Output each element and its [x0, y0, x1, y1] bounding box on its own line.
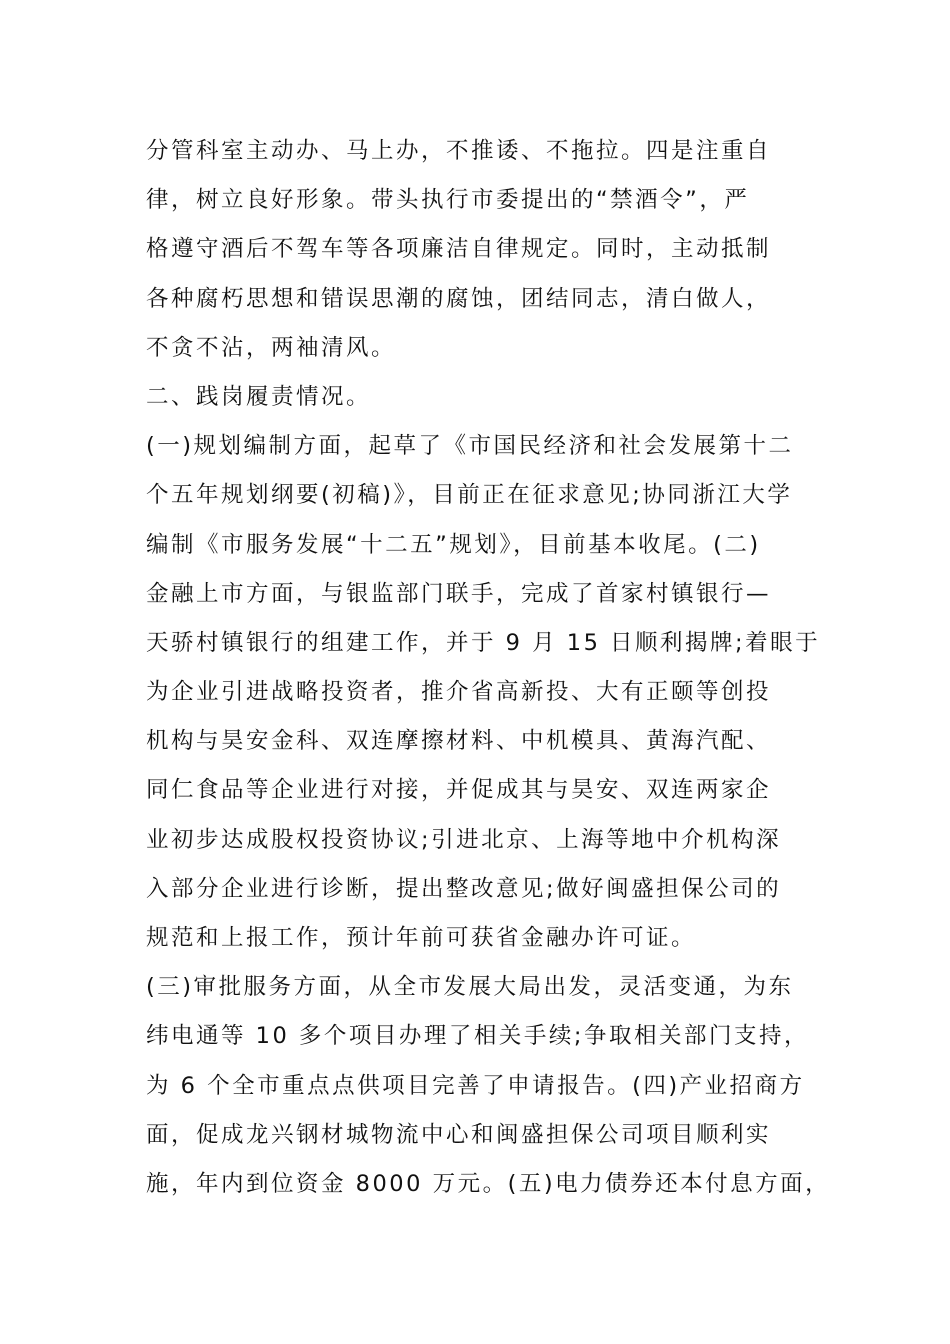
section-heading: 二、践岗履责情况。 — [146, 383, 372, 410]
text-line: 分管科室主动办、马上办，不推诿、不拖拉。四是注重自 — [146, 138, 772, 164]
body-text — [146, 127, 831, 1209]
text-line: 机构与昊安金科、双连摩擦材料、中机模具、黄海汽配、 — [146, 728, 772, 755]
text-line: 律，树立良好形象。带头执行市委提出的“禁酒令”，严 — [146, 187, 750, 214]
text-line: 面，促成龙兴钢材城物流中心和闽盛担保公司项目顺利实 — [146, 1121, 772, 1148]
text-line: 金融上市方面，与银监部门联手，完成了首家村镇银行— — [146, 580, 772, 607]
text-line: (三)审批服务方面，从全市发展大局出发，灵活变通，为东 — [146, 974, 794, 1001]
text-line: 业初步达成股权投资协议;引进北京、上海等地中介机构深 — [146, 826, 782, 853]
text-line: 为 6 个全市重点点供项目完善了申请报告。(四)产业招商方 — [146, 1072, 805, 1099]
text-line: 入部分企业进行诊断，提出整改意见;做好闽盛担保公司的 — [146, 875, 782, 902]
text-line: 同仁食品等企业进行对接，并促成其与昊安、双连两家企 — [146, 777, 772, 804]
text-line: 各种腐朽思想和错误思潮的腐蚀，团结同志，清白做人， — [146, 285, 772, 312]
text-line: 为企业引进战略投资者，推介省高新投、大有正颐等创投 — [146, 679, 772, 706]
text-line: (一)规划编制方面，起草了《市国民经济和社会发展第十二 — [146, 433, 794, 460]
text-line: 个五年规划纲要(初稿)》，目前正在征求意见;协同浙江大学 — [146, 482, 793, 509]
text-line: 编制《市服务发展“十二五”规划》，目前基本收尾。(二) — [146, 531, 761, 558]
text-line: 规范和上报工作，预计年前可获省金融办许可证。 — [146, 925, 697, 951]
text-line: 不贪不沾，两袖清风。 — [146, 334, 397, 361]
text-line: 天骄村镇银行的组建工作，并于 9 月 15 日顺利揭牌;着眼于 — [146, 629, 821, 656]
text-line: 纬电通等 10 多个项目办理了相关手续;争取相关部门支持， — [146, 1023, 810, 1050]
text-line: 格遵守酒后不驾车等各项廉洁自律规定。同时，主动抵制 — [146, 236, 772, 263]
text-line: 施，年内到位资金 8000 万元。(五)电力债券还本付息方面， — [146, 1170, 831, 1197]
